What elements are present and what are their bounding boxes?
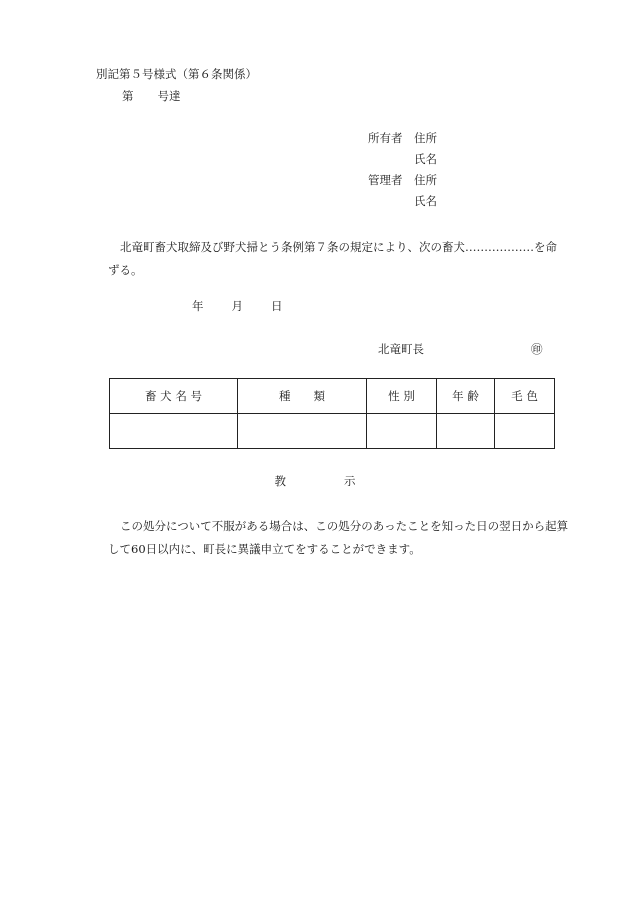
table-header-row (110, 379, 555, 414)
date-day: 日 (271, 299, 283, 313)
manager-name-label: 氏名 (414, 194, 437, 208)
table-row (110, 414, 555, 449)
notice-paragraph: この処分について不服がある場合は、この処分のあったことを知った日の翌日から起算して60日以内に、町長に異議申立てをすることができます。 (108, 519, 569, 556)
notice-title-part1: 教 (274, 474, 286, 488)
manager-label: 管理者 (368, 173, 403, 187)
owner-label: 所有者 (368, 131, 403, 145)
date-year: 年 (192, 299, 204, 313)
header-dog-name: 畜 犬 名 号 (110, 379, 238, 414)
cell-coat-color[interactable] (495, 414, 555, 449)
number-suffix: 号達 (157, 89, 181, 103)
number-prefix: 第 (122, 89, 134, 103)
owner-address-label: 住所 (414, 131, 437, 145)
notice-title-part2: 示 (344, 474, 356, 488)
notice-title (0, 474, 630, 488)
cell-dog-name[interactable] (110, 414, 238, 449)
date-month: 月 (231, 299, 243, 313)
document-number-line (122, 89, 181, 103)
cell-age[interactable] (437, 414, 495, 449)
header-breed: 種 類 (238, 379, 367, 414)
order-paragraph: 北竜町畜犬取締及び野犬掃とう条例第７条の規定により、次の畜犬………………を命ずる。 (108, 240, 557, 277)
dog-info-table (109, 378, 555, 449)
date-line (192, 299, 283, 313)
seal-mark: ㊞ (531, 342, 543, 356)
header-coat-color: 毛 色 (495, 379, 555, 414)
header-sex: 性 別 (367, 379, 437, 414)
header-age: 年 齢 (437, 379, 495, 414)
cell-sex[interactable] (367, 414, 437, 449)
form-title: 別記第５号様式（第６条関係） (96, 67, 257, 81)
issuer-title: 北竜町長 (378, 342, 424, 356)
manager-address-label: 住所 (414, 173, 437, 187)
cell-breed[interactable] (238, 414, 367, 449)
owner-name-label: 氏名 (414, 152, 437, 166)
